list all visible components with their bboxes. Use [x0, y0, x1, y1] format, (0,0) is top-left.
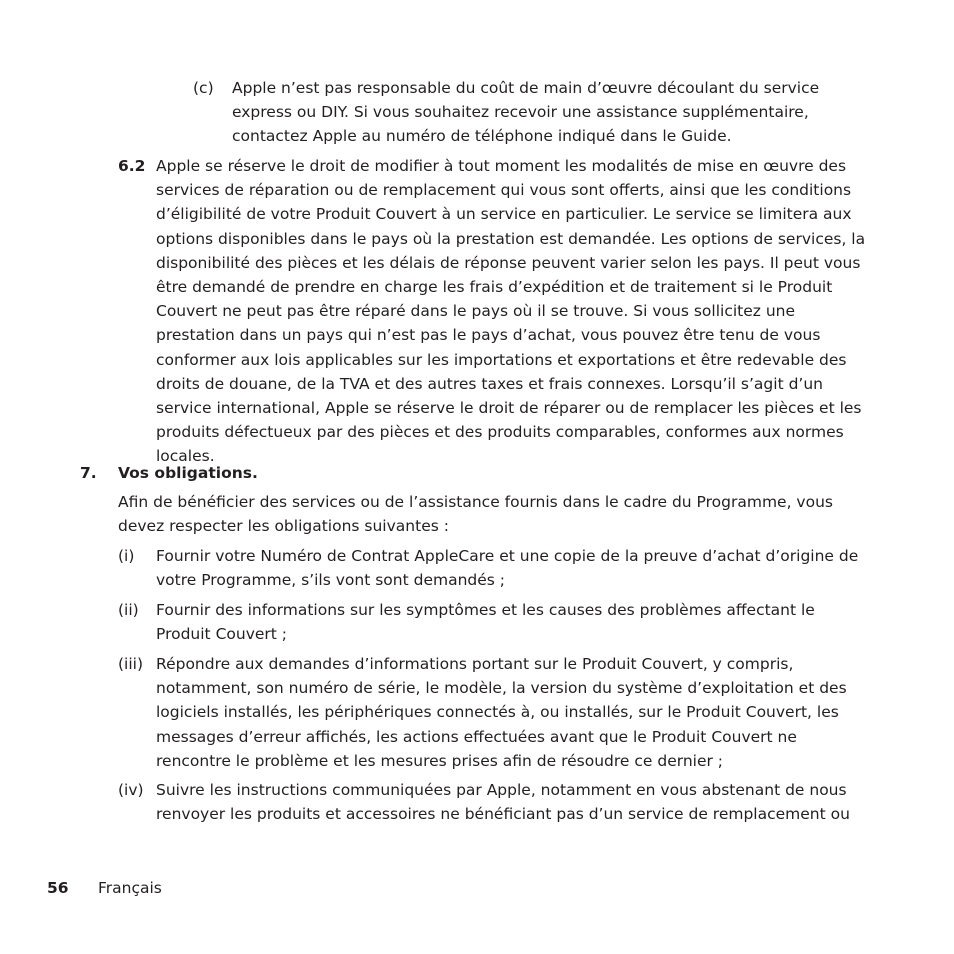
list-item-text: Suivre les instructions communiquées par Apple, notamment en vous abstenant de nous renvoyer les produits et accessoires ne bénéficiant pas d’un service de remplacement ou: [156, 781, 850, 824]
page-number: 56: [47, 879, 69, 897]
section-7-intro: Afin de bénéficier des services ou de l’assistance fournis dans le cadre du Programme, vous devez respecter les obligations suivantes :: [118, 493, 833, 536]
list-item-text: Répondre aux demandes d’informations portant sur le Produit Couvert, y compris, notamment, son numéro de série, le modèle, la version du système d’exploitation et des logiciels installés, les périphériques connectés à, ou installés, sur le Produit Couvert, les messages d’erreur affichés, les actions effectuées avant que le Produit Couvert ne rencontre le problème et les mesures prises afin de résoudre ce dernier ;: [156, 655, 847, 770]
list-marker: (i): [118, 547, 135, 565]
list-marker: (iii): [118, 655, 144, 673]
list-item-text: Fournir votre Numéro de Contrat AppleCare et une copie de la preuve d’achat d’origine de votre Programme, s’ils vont sont demandés ;: [156, 547, 859, 590]
list-marker: (iv): [118, 781, 144, 799]
list-item-text: Apple n’est pas responsable du coût de main d’œuvre découlant du service express ou DIY. Si vous souhaitez recevoir une assistance supplémentaire, contactez Apple au numéro de téléphone indiqué dans le Guide.: [232, 79, 820, 146]
list-marker: (c): [193, 79, 214, 97]
section-number: 6.2: [118, 157, 146, 175]
section-number: 7.: [80, 464, 97, 482]
section-text: Apple se réserve le droit de modifier à tout moment les modalités de mise en œuvre des services de réparation ou de remplacement qui vous sont offerts, ainsi que les conditions d’éligibilité de votre Produit Couvert à un service en particulier. Le service se limitera aux options disponibles dans le pays où la prestation est demandée. Les options de services, la disponibilité des pièces et les délais de réponse peuvent varier selon les pays. Il peut vous être demandé de prendre en charge les frais d’expédition et de traitement si le Produit Couvert ne peut pas être réparé dans le pays où il se trouve. Si vous sollicitez une prestation dans un pays qui n’est pas le pays d’achat, vous pouvez être tenu de vous conformer aux lois applicables sur les importations et exportations et être redevable des droits de douane, de la TVA et des autres taxes et frais connexes. Lorsqu’il s’agit d’un service international, Apple se réserve le droit de réparer ou de remplacer les pièces et les produits défectueux par des pièces et des produits comparables, conformes aux normes locales.: [156, 157, 866, 466]
list-marker: (ii): [118, 601, 139, 619]
list-item-text: Fournir des informations sur les symptômes et les causes des problèmes affectant le Produit Couvert ;: [156, 601, 815, 644]
footer-language: Français: [98, 879, 162, 897]
section-heading: Vos obligations.: [118, 464, 258, 482]
